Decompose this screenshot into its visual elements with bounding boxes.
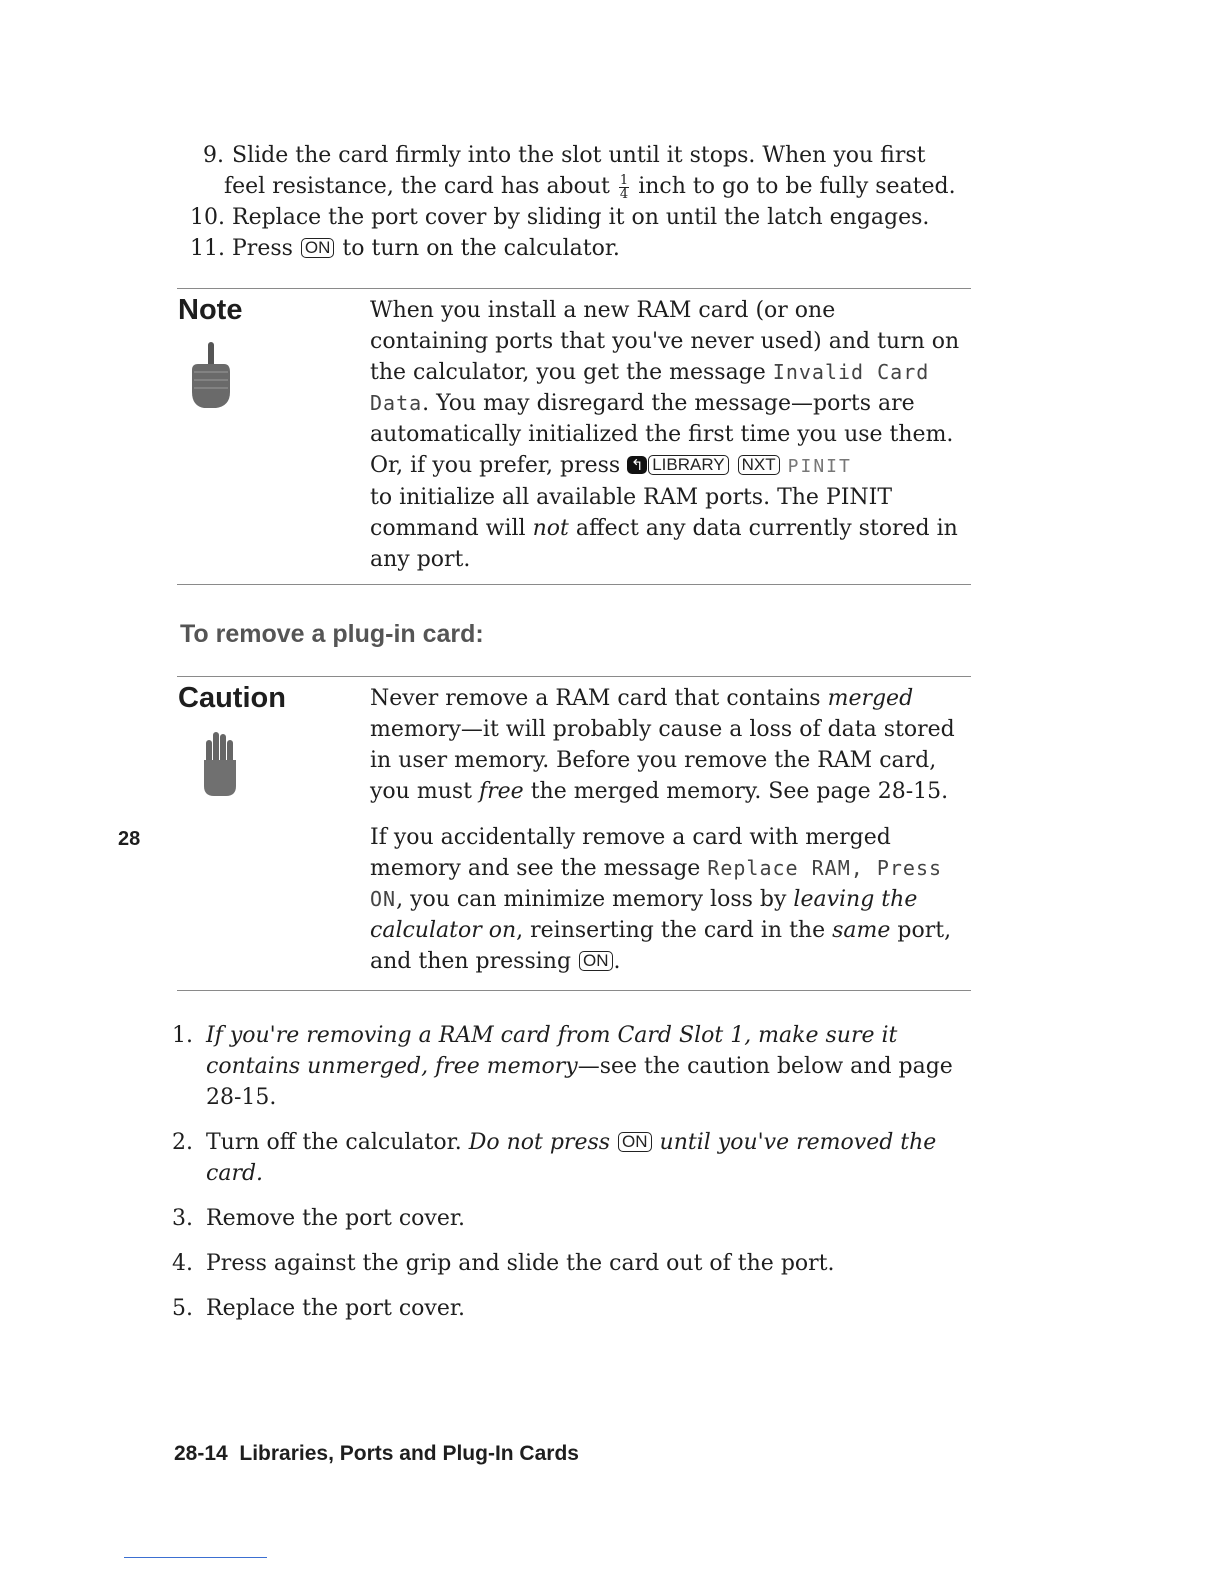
nxt-key: NXT <box>738 455 780 475</box>
step-10: 10. Replace the port cover by sliding it on until the latch engages. <box>190 205 930 230</box>
note-body: When you install a new RAM card (or one containing ports that you've never used) and turn on the calculator, you get the message Invalid Card Data. You may disregard the message—ports are automatically initialized the first time you use them. Or, if you prefer, press ↰ LIBRARY NXT PINIT to initialize all available RAM ports. The PINIT command will not affect any data currently stored in any port. <box>370 298 960 572</box>
note-label: Note <box>178 294 243 326</box>
on-key: ON <box>579 951 613 971</box>
step-11: 11. Press ON to turn on the calculator. <box>190 236 620 261</box>
on-key: ON <box>618 1132 652 1152</box>
page-footer <box>174 1442 579 1466</box>
library-key: LIBRARY <box>648 455 728 475</box>
invalid-card-message: Invalid Card <box>772 360 930 384</box>
pinit-menu-label: PINIT <box>787 456 852 477</box>
remove-step-5: 5. Replace the port cover. <box>172 1296 465 1321</box>
caution-label: Caution <box>178 682 286 714</box>
divider <box>177 676 971 677</box>
step-9: 9. Slide the card firmly into the slot until it stops. When you first feel resistance, the card has about $\frac{1}{4}$ inch to go to be fully seated. <box>203 143 956 202</box>
page-number: 28-14 <box>174 1442 228 1465</box>
fraction: $\frac{1}{4}$ <box>619 172 629 202</box>
scan-edge-line <box>124 1557 267 1558</box>
chapter-tab-number: 28 <box>118 828 141 850</box>
caution-body: Never remove a RAM card that contains merged memory—it will probably cause a loss of data stored in user memory. Before you remove the RAM card, you must free the merged memory. See page 28-15. If you accidentally remove a card with merged memory and see the message Replace RAM, Press ON, you can minimize memory loss by leaving the calculator on, reinserting the card in the same port, and then pressing ON . <box>370 686 955 974</box>
remove-step-3: 3. Remove the port cover. <box>172 1206 465 1231</box>
divider <box>177 584 971 585</box>
pointing-hand-icon <box>180 340 236 412</box>
left-shift-key-icon: ↰ <box>627 456 647 474</box>
remove-step-2: 2. Turn off the calculator. Do not press ON until you've removed the card. <box>172 1130 937 1186</box>
section-heading: To remove a plug-in card: <box>180 620 484 648</box>
on-key: ON <box>301 238 335 258</box>
replace-ram-message: Replace RAM, Press <box>707 856 943 880</box>
divider <box>177 990 971 991</box>
divider <box>177 288 971 289</box>
remove-step-4: 4. Press against the grip and slide the card out of the port. <box>172 1251 835 1276</box>
raised-hand-icon <box>200 730 240 802</box>
chapter-title: Libraries, Ports and Plug-In Cards <box>239 1442 579 1465</box>
remove-step-1: 1. If you're removing a RAM card from Card Slot 1, make sure it contains unmerged, free memory—see the caution below and page 28-15. <box>172 1023 953 1110</box>
